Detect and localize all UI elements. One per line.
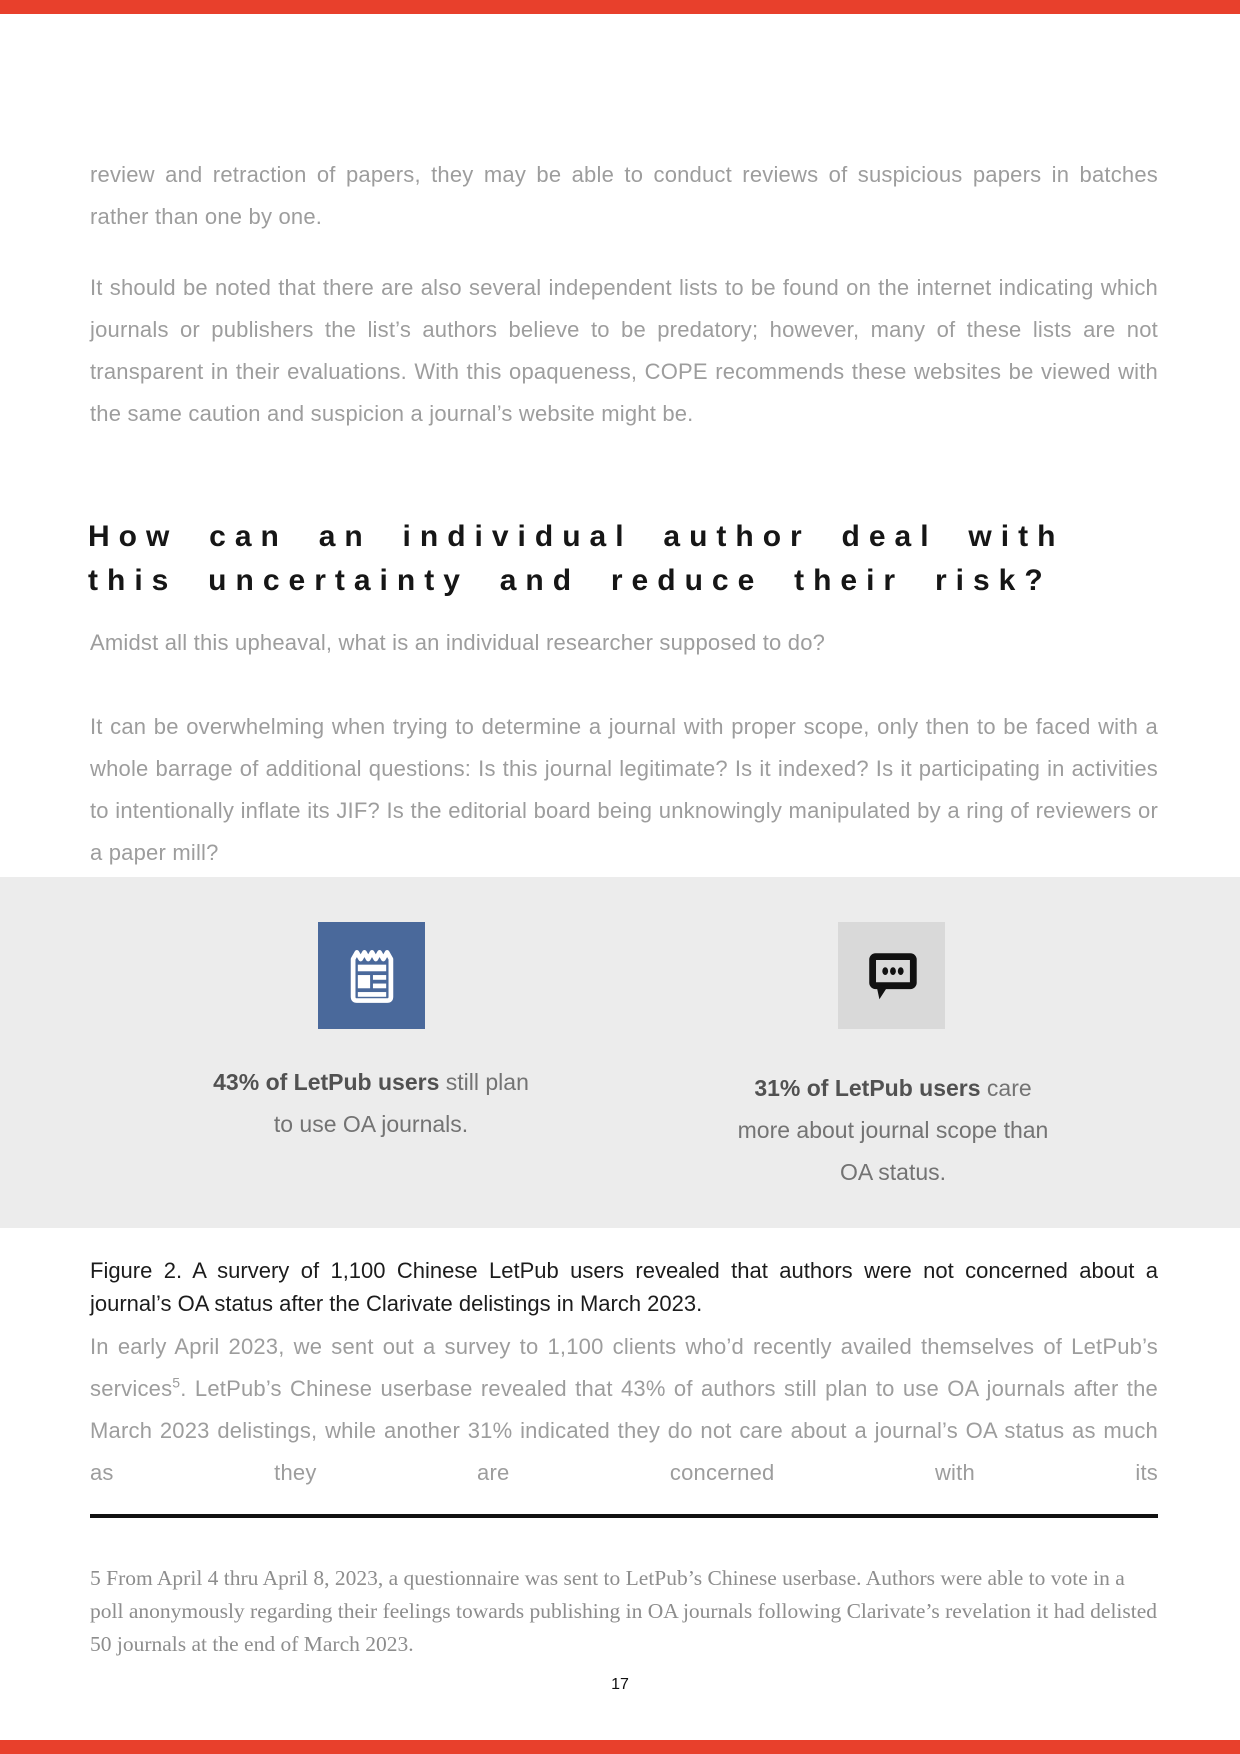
newspaper-icon xyxy=(341,942,403,1010)
page-number: 17 xyxy=(611,1676,629,1693)
stat-31-percent-bold: 31% of LetPub users xyxy=(754,1075,981,1101)
newspaper-icon-tile xyxy=(318,922,425,1029)
top-accent-bar xyxy=(0,0,1240,14)
stat-43-percent-rest: still plan to use OA journals. xyxy=(273,1069,529,1137)
stat-43-percent xyxy=(205,1061,537,1145)
section-heading-line2: this uncertainty and reduce their risk? xyxy=(88,564,1052,598)
figure-2-caption: Figure 2. A survery of 1,100 Chinese LetPub users revealed that authors were not concerned about a journal’s OA status after the Clarivate delistings in March 2023. xyxy=(90,1258,1158,1316)
chat-bubble-icon-tile xyxy=(838,922,945,1029)
stat-31-percent-rest: care more about journal scope than OA status. xyxy=(737,1075,1049,1185)
paragraph-independent-lists: It should be noted that there are also several independent lists to be found on the internet indicating which journals or publishers the list’s authors believe to be predatory; however, many of these lists are not transparent in their evaluations. With this opaqueness, COPE recommends these websites be viewed with the same caution and suspicion a journal’s website might be. xyxy=(90,275,1158,426)
chat-bubble-icon xyxy=(861,945,923,1007)
paragraph-survey-results xyxy=(90,1326,1158,1494)
section-heading-line1: How can an individual author deal with xyxy=(88,520,1065,554)
paragraph-survey-post: . LetPub’s Chinese userbase revealed that 43% of authors still plan to use OA journals after the March 2023 delistings, while another 31% indicated they do not care about a journal’s OA status as much as they are concerned with its xyxy=(90,1376,1158,1485)
stat-31-percent xyxy=(725,1067,1061,1193)
figure-2-infographic xyxy=(0,877,1240,1228)
paragraph-review-retraction: review and retraction of papers, they may be able to conduct reviews of suspicious papers in batches rather than one by one. xyxy=(90,162,1158,229)
footnote-5-marker: 5 xyxy=(172,1374,181,1391)
paragraph-overwhelming-questions: It can be overwhelming when trying to determine a journal with proper scope, only then to be faced with a whole barrage of additional questions: Is this journal legitimate? Is it indexed? Is it participating in activities to intentionally inflate its JIF? Is the editorial board being unknowingly manipulated by a ring of reviewers or a paper mill? xyxy=(90,714,1158,865)
paragraph-amidst-upheaval: Amidst all this upheaval, what is an individual researcher supposed to do? xyxy=(90,630,826,655)
section-heading xyxy=(88,515,1168,603)
footnote-5-text: 5 From April 4 thru April 8, 2023, a questionnaire was sent to LetPub’s Chinese userbase. Authors were able to vote in a poll anonymously regarding their feelings towards publishing in OA journals following Clarivate’s revelation it had delisted 50 journals at the end of March 2023. xyxy=(90,1565,1158,1656)
stat-43-percent-bold: 43% of LetPub users xyxy=(213,1069,440,1095)
paragraph-survey-pre: In early April 2023, we sent out a survey to 1,100 clients who’d recently availed themselves of LetPub’s services xyxy=(90,1334,1158,1401)
bottom-accent-bar xyxy=(0,1740,1240,1754)
footnote-divider-rule xyxy=(90,1514,1158,1518)
